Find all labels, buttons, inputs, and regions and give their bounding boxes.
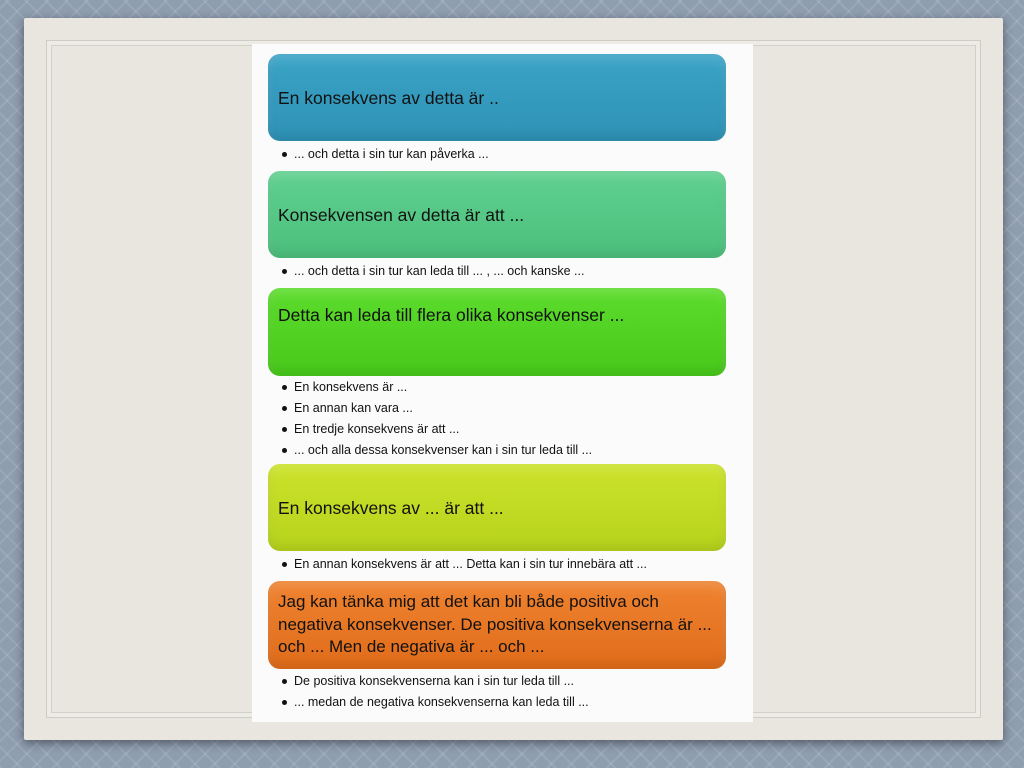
bullet-dot-icon — [282, 562, 287, 567]
section-3-heading-box — [268, 288, 726, 376]
section-2-bullets — [280, 261, 584, 282]
bullet-item — [280, 440, 592, 461]
bullet-dot-icon — [282, 152, 287, 157]
bullet-item — [280, 398, 592, 419]
document-sheet — [252, 44, 753, 722]
bullet-item — [280, 377, 592, 398]
section-2-heading: Konsekvensen av detta är att ... — [278, 204, 525, 225]
bullet-text: ... medan de negativa konsekvenserna kan leda till ... — [294, 695, 589, 709]
bullet-dot-icon — [282, 269, 287, 274]
section-1-heading: En konsekvens av detta är .. — [278, 87, 499, 108]
bullet-item — [280, 419, 592, 440]
bullet-text: ... och alla dessa konsekvenser kan i sin tur leda till ... — [294, 443, 593, 457]
bullet-item — [280, 554, 647, 575]
bullet-dot-icon — [282, 385, 287, 390]
section-4-heading-box — [268, 464, 726, 551]
bullet-text: De positiva konsekvenserna kan i sin tur leda till ... — [294, 674, 574, 688]
bullet-text: En tredje konsekvens är att ... — [294, 422, 460, 436]
bullet-item — [280, 671, 589, 692]
section-4-heading: En konsekvens av ... är att ... — [278, 497, 504, 518]
section-5-bullets — [280, 671, 589, 713]
bullet-text: En annan kan vara ... — [294, 401, 413, 415]
bullet-item — [280, 261, 584, 282]
bullet-text: ... och detta i sin tur kan påverka ... — [294, 147, 489, 161]
section-5-heading-box — [268, 581, 726, 669]
bullet-text: En konsekvens är ... — [294, 380, 408, 394]
bullet-item — [280, 692, 589, 713]
bullet-dot-icon — [282, 427, 287, 432]
bullet-text: ... och detta i sin tur kan leda till ... , ... och kanske ... — [294, 264, 585, 278]
section-1-bullets — [280, 144, 489, 165]
section-1-heading-box — [268, 54, 726, 141]
section-2-heading-box — [268, 171, 726, 258]
section-5-heading: Jag kan tänka mig att det kan bli både positiva och negativa konsekvenser. De positiva konsekvenserna är ... och ... Men de negativa är ... och ... — [278, 592, 712, 656]
bullet-dot-icon — [282, 406, 287, 411]
bullet-dot-icon — [282, 700, 287, 705]
section-4-bullets — [280, 554, 647, 575]
bullet-dot-icon — [282, 448, 287, 453]
section-3-bullets — [280, 377, 592, 461]
bullet-dot-icon — [282, 679, 287, 684]
bullet-text: En annan konsekvens är att ... Detta kan i sin tur innebära att ... — [294, 557, 647, 571]
section-3-heading: Detta kan leda till flera olika konsekvenser ... — [278, 305, 625, 325]
bullet-item — [280, 144, 489, 165]
